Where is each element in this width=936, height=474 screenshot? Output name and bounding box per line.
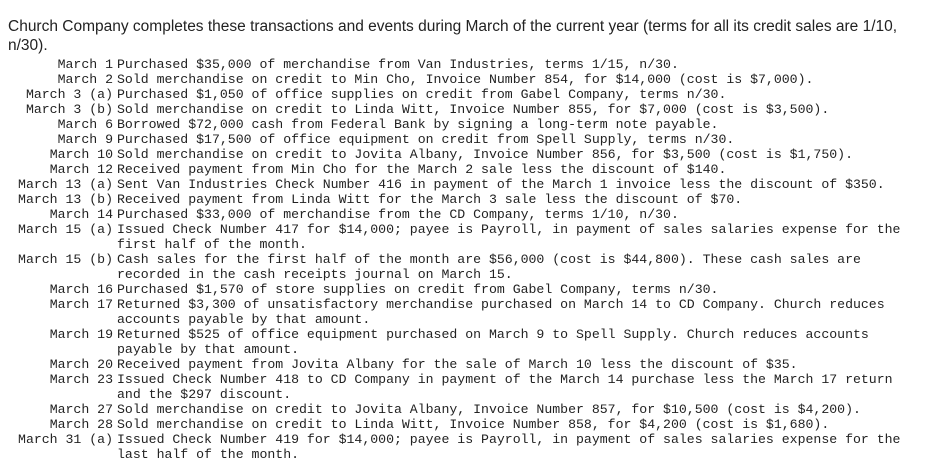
transaction-date: March 2	[57, 72, 113, 87]
transaction-row	[4, 417, 907, 432]
transaction-row	[4, 402, 907, 417]
transaction-row	[4, 327, 907, 357]
transaction-date: March 1	[57, 57, 113, 72]
transaction-text: Issued Check Number 417 for $14,000; payee is Payroll, in payment of sales salaries expense for the first half of the month.	[117, 222, 901, 252]
transaction-date: March 6	[57, 117, 113, 132]
transaction-date: March 10	[49, 147, 113, 162]
transaction-date: March 16	[49, 282, 113, 297]
transaction-row	[4, 432, 907, 462]
transaction-date: March 3 (b)	[25, 102, 113, 117]
transaction-row	[4, 72, 907, 87]
transaction-text: Purchased $1,570 of store supplies on credit from Gabel Company, terms n/30.	[117, 282, 719, 297]
transaction-date: March 13 (a)	[18, 177, 113, 192]
transaction-text: Issued Check Number 419 for $14,000; payee is Payroll, in payment of sales salaries expense for the last half of the month.	[117, 432, 901, 462]
transaction-row	[4, 87, 907, 102]
transaction-text: Borrowed $72,000 cash from Federal Bank by signing a long-term note payable.	[117, 117, 719, 132]
transaction-date: March 27	[49, 402, 113, 417]
transaction-row	[4, 147, 907, 162]
transaction-text: Purchased $17,500 of office equipment on credit from Spell Supply, terms n/30.	[117, 132, 735, 147]
transaction-text: Sold merchandise on credit to Linda Witt, Invoice Number 855, for $7,000 (cost is $3,500).	[117, 102, 830, 117]
transaction-text: Sold merchandise on credit to Min Cho, Invoice Number 854, for $14,000 (cost is $7,000).	[117, 72, 814, 87]
transaction-row	[4, 222, 907, 252]
transaction-date: March 28	[49, 417, 113, 432]
transaction-date: March 23	[49, 372, 113, 387]
transaction-text: Issued Check Number 418 to CD Company in payment of the March 14 purchase less the March 17 return and the $297 discount.	[117, 372, 893, 402]
transaction-row	[4, 57, 907, 72]
transactions-list	[4, 57, 907, 462]
transaction-date: March 15 (b)	[18, 252, 113, 267]
transaction-text: Received payment from Jovita Albany for the sale of March 10 less the discount of $35.	[117, 357, 798, 372]
transaction-date: March 19	[49, 327, 113, 342]
transaction-row	[4, 282, 907, 297]
transaction-date: March 12	[49, 162, 113, 177]
transaction-date: March 20	[49, 357, 113, 372]
transaction-text: Sold merchandise on credit to Linda Witt, Invoice Number 858, for $4,200 (cost is $1,680).	[117, 417, 830, 432]
transactions-table	[4, 57, 907, 462]
transaction-text: Sold merchandise on credit to Jovita Albany, Invoice Number 857, for $10,500 (cost is $4,200).	[117, 402, 861, 417]
transaction-row	[4, 192, 907, 207]
transaction-row	[4, 117, 907, 132]
transaction-date: March 15 (a)	[18, 222, 113, 237]
transaction-text: Returned $3,300 of unsatisfactory merchandise purchased on March 14 to CD Company. Church reduces accounts payable by that amount.	[117, 297, 885, 327]
transaction-text: Sold merchandise on credit to Jovita Albany, Invoice Number 856, for $3,500 (cost is $1,750).	[117, 147, 853, 162]
transaction-date: March 3 (a)	[25, 87, 113, 102]
transaction-row	[4, 297, 907, 327]
transaction-row	[4, 372, 907, 402]
transaction-date: March 14	[49, 207, 113, 222]
transaction-row	[4, 252, 907, 282]
transaction-text: Cash sales for the first half of the month are $56,000 (cost is $44,800). These cash sales are recorded in the cash receipts journal on March 15.	[117, 252, 861, 282]
problem-intro: Church Company completes these transactions and events during March of the current year (terms for all its credit sales are 1/10, n/30).	[8, 17, 898, 54]
transaction-text: Received payment from Min Cho for the March 2 sale less the discount of $140.	[117, 162, 727, 177]
transaction-row	[4, 357, 907, 372]
transaction-text: Returned $525 of office equipment purchased on March 9 to Spell Supply. Church reduces accounts payable by that amount.	[117, 327, 869, 357]
transaction-row	[4, 177, 907, 192]
transaction-text: Purchased $35,000 of merchandise from Van Industries, terms 1/15, n/30.	[117, 57, 679, 72]
transaction-date: March 13 (b)	[18, 192, 113, 207]
transaction-row	[4, 162, 907, 177]
transaction-row	[4, 207, 907, 222]
transaction-row	[4, 102, 907, 117]
transaction-date: March 9	[57, 132, 113, 147]
transaction-text: Purchased $33,000 of merchandise from the CD Company, terms 1/10, n/30.	[117, 207, 679, 222]
transaction-row	[4, 132, 907, 147]
transaction-text: Purchased $1,050 of office supplies on credit from Gabel Company, terms n/30.	[117, 87, 727, 102]
transaction-text: Sent Van Industries Check Number 416 in payment of the March 1 invoice less the discount of $350.	[117, 177, 885, 192]
transaction-date: March 17	[49, 297, 113, 312]
transaction-text: Received payment from Linda Witt for the March 3 sale less the discount of $70.	[117, 192, 743, 207]
transaction-date: March 31 (a)	[18, 432, 113, 447]
